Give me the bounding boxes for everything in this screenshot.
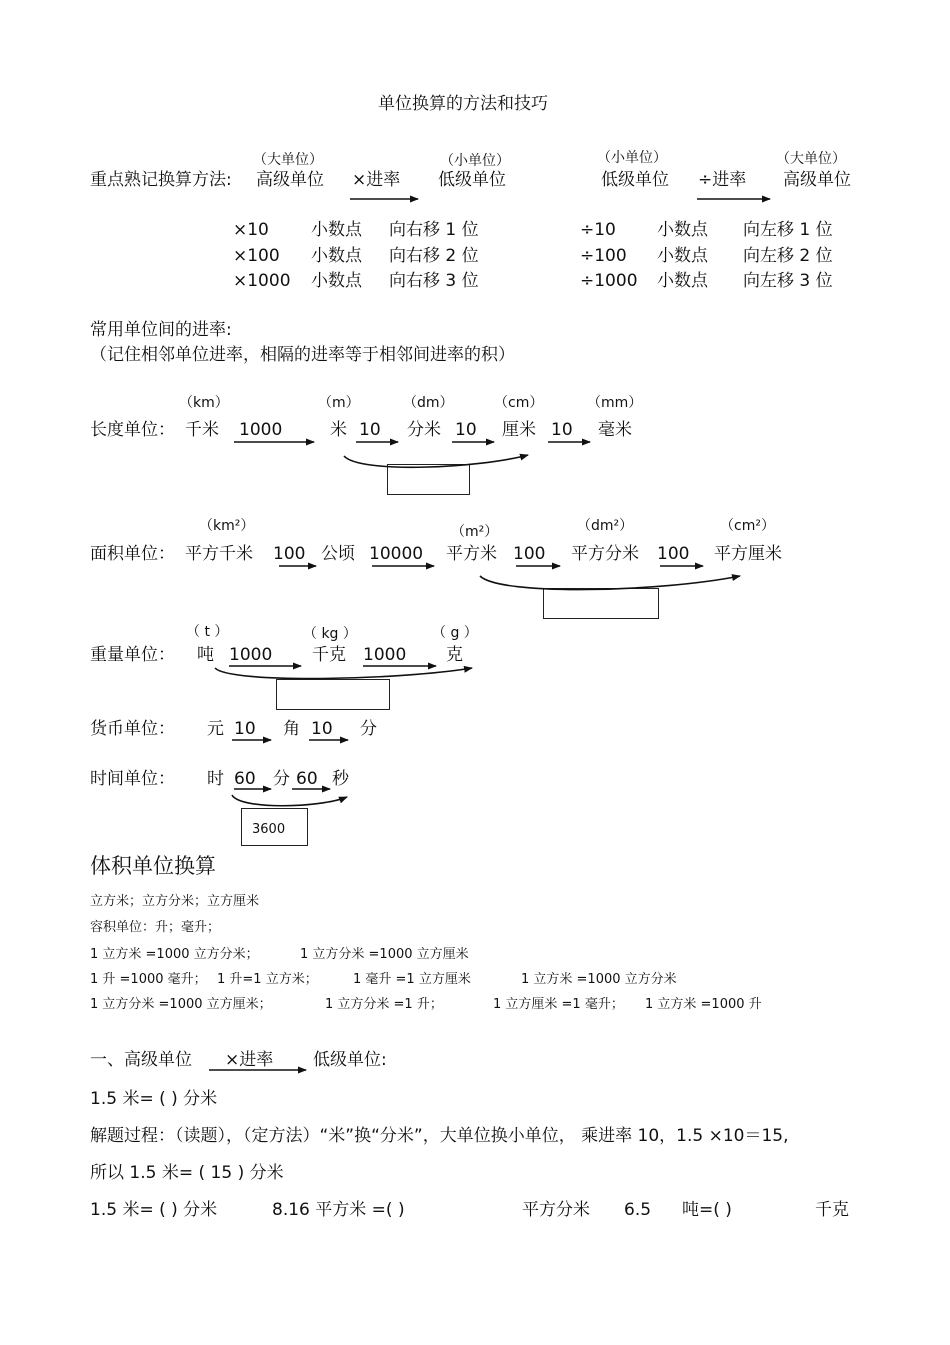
area-unit: 平方米 xyxy=(446,544,497,564)
divide-rate-text: ÷进率 xyxy=(698,170,747,190)
length-unit: 千米 xyxy=(185,420,219,440)
time-rate: 60 xyxy=(234,769,256,789)
volume-line: 1 升=1 立方米； xyxy=(217,972,318,987)
weight-unit: 吨 xyxy=(197,645,214,665)
rule-op: ×100 xyxy=(233,246,280,266)
time-label: 时间单位： xyxy=(90,769,175,789)
multiply-rate-text: ×进率 xyxy=(352,170,401,190)
length-rate: 10 xyxy=(455,420,477,440)
rule-op: ÷1000 xyxy=(580,271,638,291)
small-unit-note-right: （小单位） xyxy=(597,150,667,166)
rule-op: ×1000 xyxy=(233,271,291,291)
money-rate: 10 xyxy=(311,719,333,739)
length-abbr: （mm） xyxy=(587,395,643,411)
weight-label: 重量单位： xyxy=(90,645,175,665)
area-rate: 10000 xyxy=(369,544,424,564)
volume-line: 1 立方分米 =1 升； xyxy=(325,997,443,1012)
rule-op: ×10 xyxy=(233,220,269,240)
big-unit-note-right: （大单位） xyxy=(776,151,846,167)
question-1: 1.5 米= ( ) 分米 xyxy=(90,1089,218,1109)
length-rate: 1000 xyxy=(239,420,283,440)
rule-point: 小数点 xyxy=(311,246,362,266)
time-rate: 60 xyxy=(296,769,318,789)
length-unit: 毫米 xyxy=(598,420,632,440)
volume-line: 立方米；立方分米；立方厘米 xyxy=(90,894,260,909)
common-rates-title: 常用单位间的进率: xyxy=(90,320,232,340)
rule-move: 向左移 2 位 xyxy=(743,246,833,266)
area-unit: 平方厘米 xyxy=(714,544,782,564)
explanation: 解题过程：（读题），（定方法）“米”换“分米”，大单位换小单位， 乘进率 10，1.5 ×10＝15, xyxy=(90,1126,789,1146)
exercise: 千克 xyxy=(815,1200,849,1220)
method-label: 重点熟记换算方法: xyxy=(90,170,232,190)
time-unit: 分 xyxy=(273,769,290,789)
area-abbr: （m²） xyxy=(451,524,499,540)
rule-point: 小数点 xyxy=(657,246,708,266)
exercise: 6.5 xyxy=(624,1200,652,1220)
length-unit: 分米 xyxy=(407,420,441,440)
rule-point: 小数点 xyxy=(657,271,708,291)
money-rate: 10 xyxy=(234,719,256,739)
area-unit: 平方分米 xyxy=(571,544,639,564)
length-label: 长度单位： xyxy=(90,420,175,440)
volume-line: 1 立方分米 =1000 立方厘米； xyxy=(90,997,272,1012)
weight-abbr: （ g ） xyxy=(432,625,478,641)
rule-op: ÷10 xyxy=(580,220,616,240)
volume-line: 1 立方米 =1000 立方分米 xyxy=(521,972,677,987)
low-unit-text: 低级单位 xyxy=(438,170,506,190)
weight-abbr: （ kg ） xyxy=(303,626,357,642)
area-unit: 公顷 xyxy=(321,544,355,564)
volume-line: 1 立方米 =1000 升 xyxy=(645,997,762,1012)
rule-op: ÷100 xyxy=(580,246,627,266)
length-rate: 10 xyxy=(551,420,573,440)
area-rate: 100 xyxy=(657,544,690,564)
length-rate: 10 xyxy=(359,420,381,440)
low-unit-text-right: 低级单位 xyxy=(601,170,669,190)
money-unit: 角 xyxy=(283,719,300,739)
curve-arrow xyxy=(232,795,347,806)
weight-rate: 1000 xyxy=(229,645,273,665)
length-unit: 厘米 xyxy=(502,420,536,440)
length-unit: 米 xyxy=(330,420,347,440)
section1-title-a: 一、高级单位 xyxy=(90,1050,192,1070)
weight-unit: 克 xyxy=(446,645,463,665)
money-unit: 分 xyxy=(360,719,377,739)
answer: 所以 1.5 米= ( 15 ) 分米 xyxy=(90,1163,284,1183)
rule-point: 小数点 xyxy=(657,220,708,240)
area-abbr: （dm²） xyxy=(577,518,634,534)
volume-line: 1 毫升 =1 立方厘米 xyxy=(353,972,471,987)
time-unit: 时 xyxy=(207,769,224,789)
exercise: 吨=( ) xyxy=(682,1200,732,1220)
exercise: 平方分米 xyxy=(522,1200,590,1220)
volume-line: 1 升 =1000 毫升； xyxy=(90,972,207,987)
exercise: 8.16 平方米 =( ) xyxy=(272,1200,405,1220)
volume-title: 体积单位换算 xyxy=(90,854,216,878)
volume-line: 1 立方米 =1000 立方分米； xyxy=(90,947,259,962)
area-label: 面积单位： xyxy=(90,544,175,564)
length-abbr: （dm） xyxy=(403,395,454,411)
length-abbr: （m） xyxy=(318,395,360,411)
weight-abbr: （ t ） xyxy=(186,624,229,640)
volume-line: 1 立方厘米 =1 毫升； xyxy=(493,997,624,1012)
area-unit: 平方千米 xyxy=(185,544,253,564)
time-box-value: 3600 xyxy=(252,822,286,837)
exercise: 1.5 米= ( ) 分米 xyxy=(90,1200,218,1220)
area-abbr: （cm²） xyxy=(720,518,775,534)
length-abbr: （km） xyxy=(179,395,229,411)
rule-move: 向左移 3 位 xyxy=(743,271,833,291)
section1-op: ×进率 xyxy=(225,1050,274,1070)
weight-answer-box xyxy=(276,679,390,710)
volume-line: 1 立方分米 =1000 立方厘米 xyxy=(300,947,469,962)
money-label: 货币单位： xyxy=(90,719,175,739)
money-unit: 元 xyxy=(207,719,224,739)
curve-arrow xyxy=(215,668,472,679)
rule-move: 向右移 2 位 xyxy=(389,246,479,266)
area-rate: 100 xyxy=(273,544,306,564)
common-rates-note: （记住相邻单位进率，相隔的进率等于相邻间进率的积） xyxy=(90,345,515,365)
section1-title-b: 低级单位: xyxy=(313,1050,387,1070)
small-unit-note: （小单位） xyxy=(440,153,510,169)
volume-line: 容积单位：升；毫升； xyxy=(90,920,221,935)
area-answer-box xyxy=(543,588,659,619)
length-answer-box xyxy=(387,464,470,495)
high-unit-text-right: 高级单位 xyxy=(783,170,851,190)
page-title: 单位换算的方法和技巧 xyxy=(378,94,548,114)
rule-point: 小数点 xyxy=(311,271,362,291)
high-unit-text: 高级单位 xyxy=(256,170,324,190)
weight-unit: 千克 xyxy=(312,645,346,665)
rule-move: 向左移 1 位 xyxy=(743,220,833,240)
rule-move: 向右移 1 位 xyxy=(389,220,479,240)
length-abbr: （cm） xyxy=(494,395,544,411)
rule-point: 小数点 xyxy=(311,220,362,240)
weight-rate: 1000 xyxy=(363,645,407,665)
big-unit-note: （大单位） xyxy=(253,152,323,168)
time-unit: 秒 xyxy=(332,769,349,789)
area-rate: 100 xyxy=(513,544,546,564)
area-abbr: （km²） xyxy=(199,518,255,534)
rule-move: 向右移 3 位 xyxy=(389,271,479,291)
